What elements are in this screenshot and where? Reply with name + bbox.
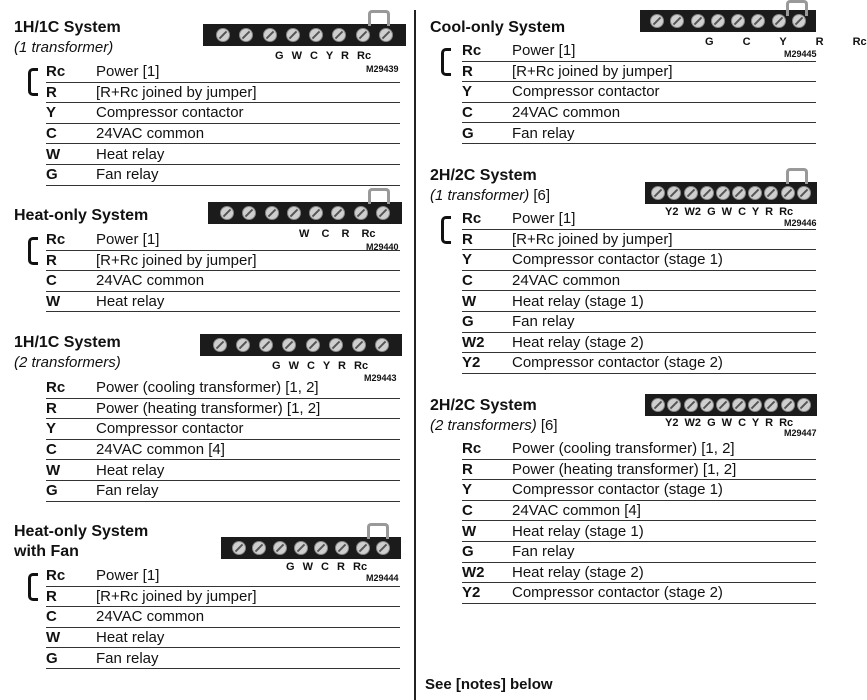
- table-row: W Heat relay: [46, 460, 400, 481]
- section-title: 2H/2C System: [430, 167, 537, 184]
- jumper-icon: [368, 10, 390, 26]
- screw-icon: [772, 14, 786, 28]
- terminal-labels: G C Y R Rc: [705, 36, 867, 48]
- screw-icon: [265, 206, 279, 220]
- table-row: Y Compressor contactor: [46, 103, 400, 124]
- table-row: W Heat relay: [46, 628, 400, 649]
- screw-icon: [379, 28, 393, 42]
- screw-icon: [216, 28, 230, 42]
- screw-icon: [797, 186, 811, 200]
- terminal-strip: [200, 334, 402, 356]
- screw-icon: [650, 14, 664, 28]
- screw-icon: [263, 28, 277, 42]
- table-row: C 24VAC common: [46, 124, 400, 145]
- screw-icon: [751, 14, 765, 28]
- section-subtitle: (2 transformers) [6]: [430, 417, 558, 434]
- table-row: Y Compressor contactor (stage 1): [462, 480, 816, 501]
- screw-icon: [239, 28, 253, 42]
- table-row: W2 Heat relay (stage 2): [462, 333, 816, 354]
- screw-icon: [232, 541, 246, 555]
- table-row: G Fan relay: [462, 542, 816, 563]
- screw-icon: [781, 398, 795, 412]
- model-number: M29440: [366, 242, 399, 252]
- jumper-icon: [367, 523, 389, 539]
- screw-icon: [651, 186, 665, 200]
- section-1h1c-2t: [14, 333, 121, 373]
- section-heat-only-fan: [14, 522, 148, 562]
- screw-icon: [716, 186, 730, 200]
- model-number: M29443: [364, 373, 397, 383]
- screw-icon: [331, 206, 345, 220]
- screw-icon: [273, 541, 287, 555]
- wiring-table: [46, 230, 400, 312]
- table-row: Rc Power [1]: [46, 230, 400, 251]
- table-row: Y Compressor contactor: [462, 82, 816, 103]
- screw-icon: [700, 398, 714, 412]
- model-number: M29447: [784, 428, 817, 438]
- table-row: W Heat relay: [46, 144, 400, 165]
- screw-icon: [332, 28, 346, 42]
- screw-icon: [748, 398, 762, 412]
- wiring-table: [46, 566, 400, 669]
- screw-icon: [282, 338, 296, 352]
- terminal-strip: [645, 182, 817, 204]
- table-row: Rc Power [1]: [46, 62, 400, 83]
- screw-icon: [220, 206, 234, 220]
- screw-icon: [236, 338, 250, 352]
- section-title: 2H/2C System: [430, 397, 537, 414]
- model-number: M29444: [366, 573, 399, 583]
- screw-icon: [252, 541, 266, 555]
- bracket-icon: [441, 48, 451, 76]
- screw-icon: [259, 338, 273, 352]
- screw-icon: [286, 28, 300, 42]
- section-heat-only: [14, 206, 148, 226]
- table-row: R [R+Rc joined by jumper]: [46, 587, 400, 608]
- screw-icon: [376, 541, 390, 555]
- screw-icon: [354, 206, 368, 220]
- screw-icon: [792, 14, 806, 28]
- section-subtitle: (1 transformer): [14, 39, 114, 56]
- table-row: Y2 Compressor contactor (stage 2): [462, 353, 816, 374]
- terminal-labels: G W C Y R Rc: [272, 360, 369, 372]
- screw-icon: [667, 186, 681, 200]
- table-row: C 24VAC common: [462, 103, 816, 124]
- table-row: Rc Power [1]: [462, 41, 816, 62]
- screw-icon: [329, 338, 343, 352]
- section-title: Cool-only System: [430, 19, 566, 36]
- section-subtitle: (2 transformers): [14, 354, 121, 371]
- jumper-icon: [368, 188, 390, 204]
- wiring-table: [462, 209, 816, 374]
- table-row: G Fan relay: [462, 123, 816, 144]
- table-row: Rc Power [1]: [46, 566, 400, 587]
- screw-icon: [684, 398, 698, 412]
- table-row: C 24VAC common [4]: [462, 501, 816, 522]
- screw-icon: [764, 398, 778, 412]
- screw-icon: [314, 541, 328, 555]
- terminal-labels: Y2 W2 G W C Y R Rc: [665, 417, 794, 429]
- wiring-table: [462, 41, 816, 144]
- terminal-strip: [221, 537, 401, 559]
- terminal-labels: G W C Y R Rc: [275, 50, 372, 62]
- table-row: Y Compressor contactor: [46, 419, 400, 440]
- screw-icon: [335, 541, 349, 555]
- jumper-icon: [786, 168, 808, 184]
- screw-icon: [309, 28, 323, 42]
- screw-icon: [716, 398, 730, 412]
- section-title: Heat-only System: [14, 523, 149, 540]
- screw-icon: [309, 206, 323, 220]
- table-row: C 24VAC common [4]: [46, 440, 400, 461]
- terminal-strip: [208, 202, 402, 224]
- table-row: G Fan relay: [462, 312, 816, 333]
- section-1h1c-1t: [14, 18, 121, 58]
- bracket-icon: [28, 237, 38, 265]
- model-number: M29439: [366, 64, 399, 74]
- column-divider: [414, 10, 416, 700]
- table-row: G Fan relay: [46, 648, 400, 669]
- terminal-labels: Y2 W2 G W C Y R Rc: [665, 206, 794, 218]
- section-2h2c-1t: [430, 166, 550, 206]
- screw-icon: [781, 186, 795, 200]
- table-row: C 24VAC common: [46, 271, 400, 292]
- wiring-table: [46, 378, 400, 502]
- section-title: 1H/1C System: [14, 334, 121, 351]
- screw-icon: [287, 206, 301, 220]
- screw-icon: [375, 338, 389, 352]
- model-number: M29446: [784, 218, 817, 228]
- table-row: W2 Heat relay (stage 2): [462, 563, 816, 584]
- table-row: Y2 Compressor contactor (stage 2): [462, 583, 816, 604]
- screw-icon: [732, 186, 746, 200]
- table-row: R [R+Rc joined by jumper]: [462, 62, 816, 83]
- section-title-line2: with Fan: [14, 543, 79, 560]
- terminal-strip: [203, 24, 406, 46]
- terminal-labels: G W C R Rc: [286, 561, 368, 573]
- screw-icon: [651, 398, 665, 412]
- table-row: R [R+Rc joined by jumper]: [46, 83, 400, 104]
- screw-icon: [684, 186, 698, 200]
- wiring-table: [462, 439, 816, 604]
- table-row: W Heat relay (stage 1): [462, 291, 816, 312]
- screw-icon: [306, 338, 320, 352]
- jumper-icon: [786, 0, 808, 16]
- screw-icon: [213, 338, 227, 352]
- screw-icon: [700, 186, 714, 200]
- table-row: G Fan relay: [46, 481, 400, 502]
- table-row: R Power (heating transformer) [1, 2]: [46, 399, 400, 420]
- bracket-icon: [441, 216, 451, 244]
- section-title: Heat-only System: [14, 207, 149, 224]
- section-title: 1H/1C System: [14, 19, 121, 36]
- table-row: Rc Power (cooling transformer) [1, 2]: [462, 439, 816, 460]
- table-row: R Power (heating transformer) [1, 2]: [462, 460, 816, 481]
- wiring-table: [46, 62, 400, 186]
- screw-icon: [242, 206, 256, 220]
- section-cool-only: [430, 18, 565, 38]
- screw-icon: [732, 398, 746, 412]
- table-row: C 24VAC common: [462, 271, 816, 292]
- screw-icon: [731, 14, 745, 28]
- table-row: C 24VAC common: [46, 607, 400, 628]
- footer-note: See [notes] below: [425, 676, 553, 693]
- screw-icon: [711, 14, 725, 28]
- table-row: R [R+Rc joined by jumper]: [46, 251, 400, 272]
- screw-icon: [294, 541, 308, 555]
- terminal-strip: [645, 394, 817, 416]
- screw-icon: [670, 14, 684, 28]
- table-row: R [R+Rc joined by jumper]: [462, 230, 816, 251]
- screw-icon: [748, 186, 762, 200]
- screw-icon: [376, 206, 390, 220]
- table-row: Y Compressor contactor (stage 1): [462, 250, 816, 271]
- terminal-labels: W C R Rc: [299, 228, 376, 240]
- bracket-icon: [28, 68, 38, 96]
- screw-icon: [691, 14, 705, 28]
- section-subtitle: (1 transformer) [6]: [430, 187, 551, 204]
- screw-icon: [356, 541, 370, 555]
- bracket-icon: [28, 573, 38, 601]
- screw-icon: [797, 398, 811, 412]
- model-number: M29445: [784, 49, 817, 59]
- table-row: Rc Power [1]: [462, 209, 816, 230]
- screw-icon: [352, 338, 366, 352]
- table-row: W Heat relay (stage 1): [462, 521, 816, 542]
- screw-icon: [764, 186, 778, 200]
- screw-icon: [356, 28, 370, 42]
- table-row: G Fan relay: [46, 165, 400, 186]
- section-2h2c-2t: [430, 396, 558, 436]
- table-row: Rc Power (cooling transformer) [1, 2]: [46, 378, 400, 399]
- screw-icon: [667, 398, 681, 412]
- table-row: W Heat relay: [46, 292, 400, 313]
